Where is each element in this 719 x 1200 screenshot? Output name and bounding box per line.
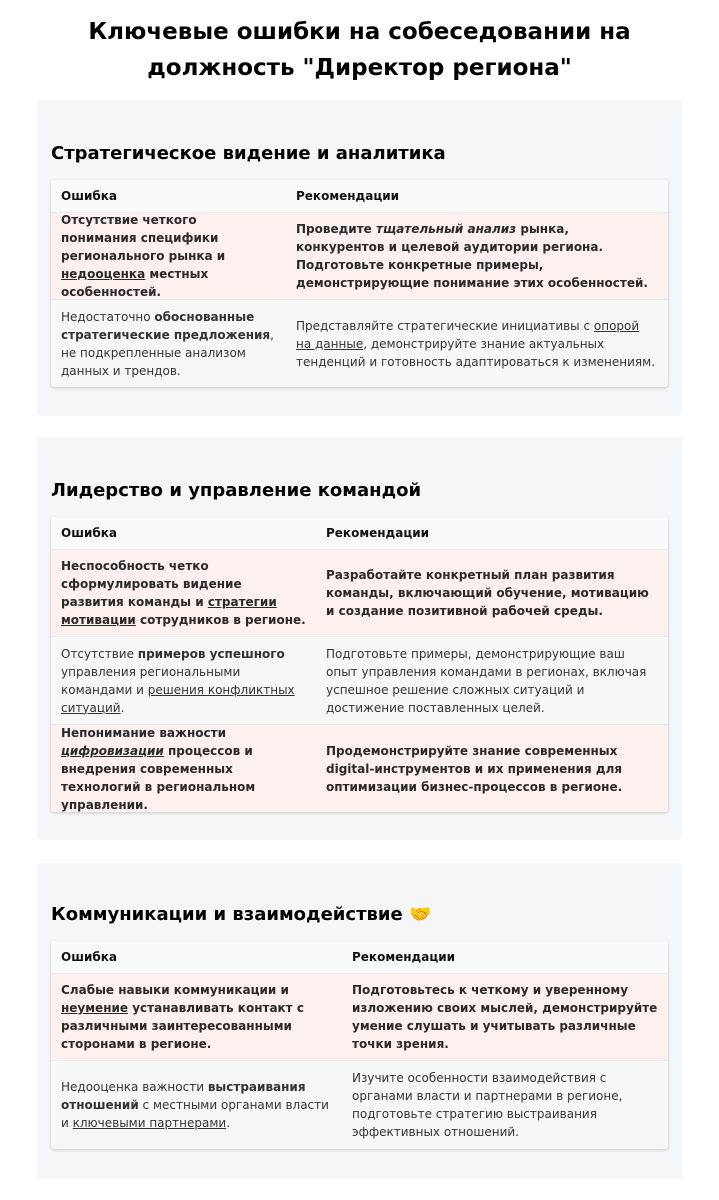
section-title: Коммуникации и взаимодействие 🤝	[51, 904, 432, 925]
recommendation-cell: Проведите тщательный анализ рынка, конкурентов и целевой аудитории региона. Подготовьте конкретные примеры, демонстрирующие понимание этих особенностей.	[296, 222, 648, 290]
data-link: опорой на данные	[296, 318, 640, 351]
recommendation-cell: Разработайте конкретный план развития команды, включающий обучение, мотивацию и создание позитивной рабочей среды.	[326, 568, 649, 618]
table-row	[51, 300, 668, 387]
section-strategy	[37, 100, 682, 416]
page-title-line-1: Ключевые ошибки на собеседовании на	[88, 19, 631, 45]
table-header	[51, 517, 668, 550]
error-cell: Непонимание важности цифровизации процессов и внедрения современных технологий в региональном управлении.	[61, 725, 256, 812]
error-cell: Слабые навыки коммуникации и неумение устанавливать контакт с различными заинтересованными сторонами в регионе.	[61, 983, 304, 1051]
table-row	[51, 550, 668, 637]
page-title-line-2: должность "Директор региона"	[147, 55, 572, 81]
error-cell: Недооценка важности выстраивания отношений с местными органами власти и ключевыми партнерами.	[61, 1080, 329, 1130]
column-header-error: Ошибка	[61, 189, 117, 203]
column-header-recommendations: Рекомендации	[352, 950, 456, 964]
table-row	[51, 213, 668, 300]
recommendation-cell: Подготовьтесь к четкому и уверенному изложению своих мыслей, демонстрируйте умение слушать и учитывать различные точки зрения.	[352, 983, 658, 1051]
recommendation-cell: Продемонстрируйте знание современных digital-инструментов и их применения для оптимизации бизнес-процессов в регионе.	[326, 743, 623, 794]
recommendation-cell: Изучите особенности взаимодействия с органами власти и партнерами в регионе, подготовьте стратегию выстраивания эффективных отношений.	[352, 1071, 623, 1139]
recommendation-cell: Подготовьте примеры, демонстрирующие ваш опыт управления командами в регионах, включая успешное решение сложных ситуаций и достижение поставленных целей.	[326, 646, 647, 715]
errors-table	[51, 941, 668, 1149]
table-header	[51, 941, 668, 974]
errors-table	[51, 517, 668, 812]
table-row	[51, 637, 668, 725]
errors-table	[51, 180, 668, 387]
section-title: Лидерство и управление командой	[51, 480, 422, 501]
section-title: Стратегическое видение и аналитика	[51, 143, 446, 164]
table-header	[51, 180, 668, 213]
table-row	[51, 725, 668, 812]
section-leadership	[37, 437, 682, 840]
column-header-error: Ошибка	[61, 526, 117, 540]
error-cell: Недостаточно обоснованные стратегические предложения, не подкрепленные анализом данных и трендов.	[61, 309, 274, 378]
recommendation-cell: Представляйте стратегические инициативы с опорой на данные, демонстрируйте знание актуальных тенденций и готовность адаптироваться к изменениям.	[296, 318, 656, 369]
column-header-recommendations: Рекомендации	[326, 526, 430, 540]
page-title	[0, 14, 719, 86]
table-row	[51, 974, 668, 1061]
column-header-recommendations: Рекомендации	[296, 189, 400, 203]
table-row	[51, 1061, 668, 1149]
section-communications	[37, 863, 682, 1179]
error-cell: Отсутствие примеров успешного управления региональными командами и решения конфликтных ситуаций.	[61, 646, 295, 715]
error-cell: Отсутствие четкого понимания специфики регионального рынка и недооценка местных особенностей.	[61, 213, 226, 299]
column-header-error: Ошибка	[61, 950, 117, 964]
error-cell: Неспособность четко сформулировать видение развития команды и стратегии мотивации сотрудников в регионе.	[61, 559, 306, 627]
